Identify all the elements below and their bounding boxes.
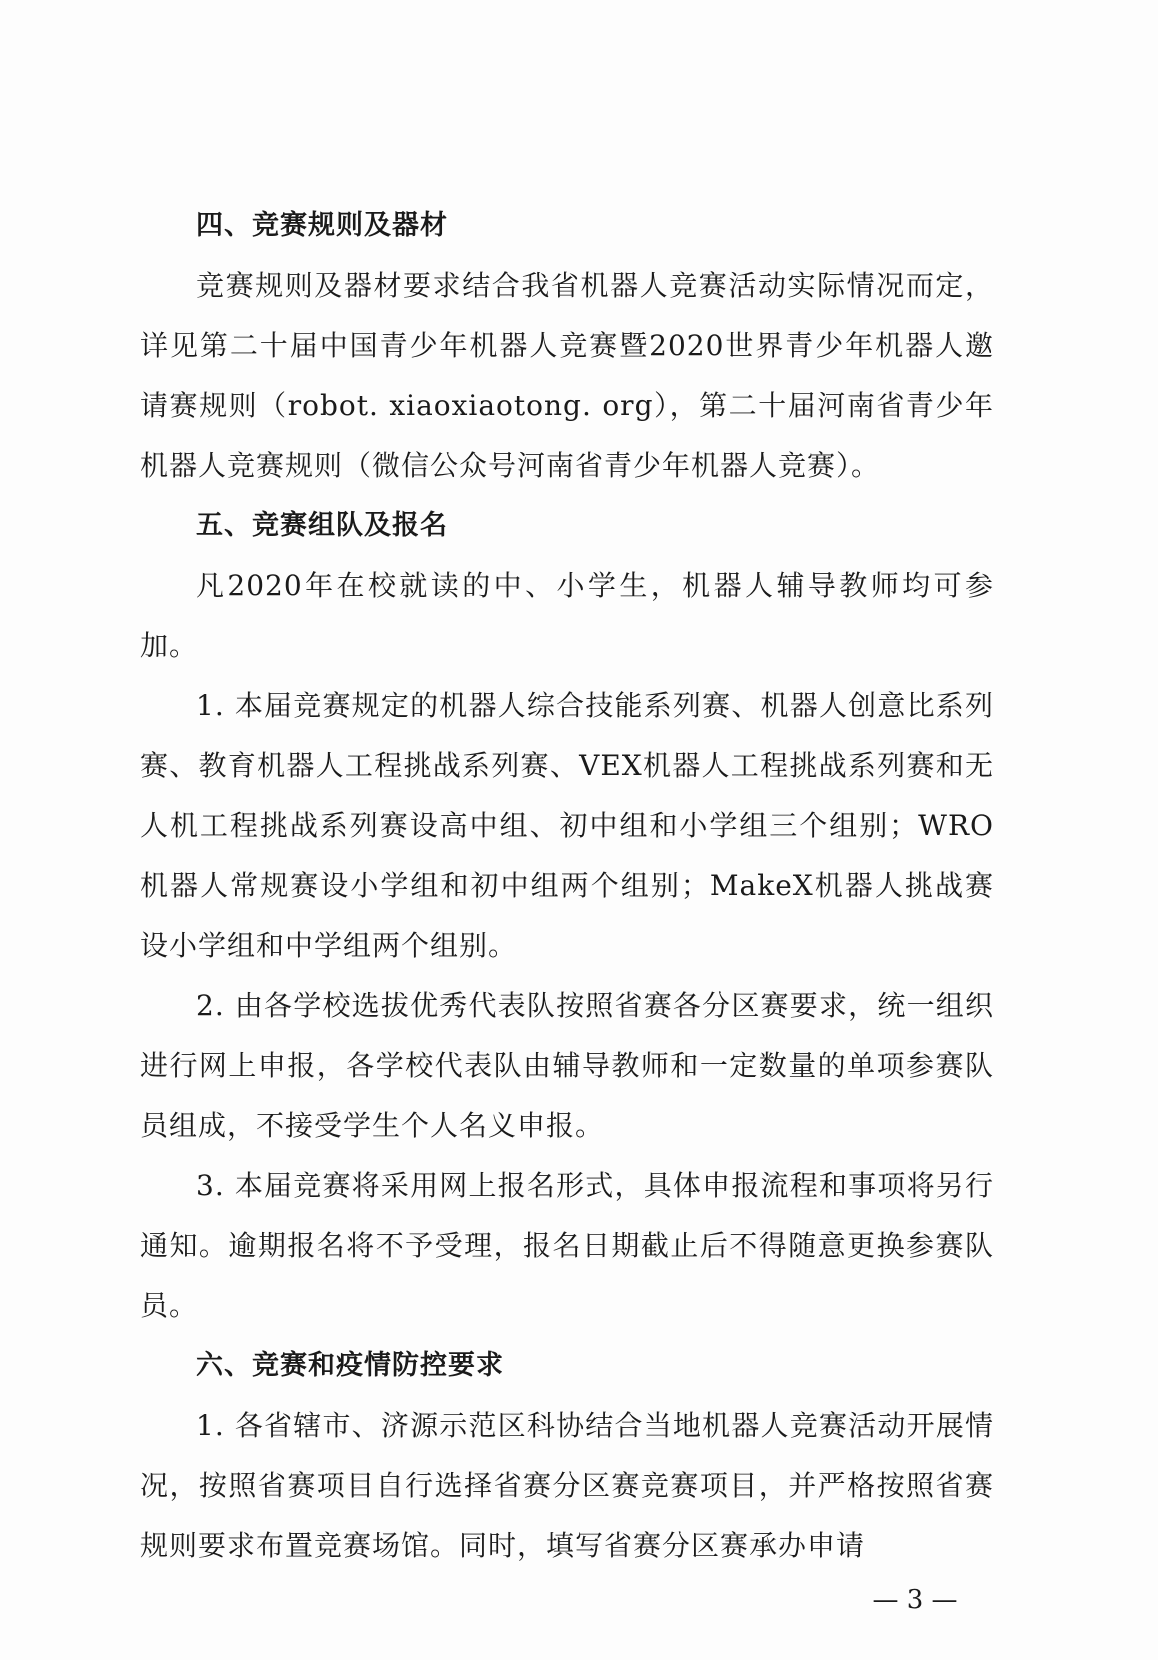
paragraph-eligibility: 凡2020年在校就读的中、小学生，机器人辅导教师均可参加。 <box>140 569 994 662</box>
paragraph-school-teams: 2. 由各学校选拔优秀代表队按照省赛各分区赛要求，统一组织进行网上申报，各学校代表队由辅导教师和一定数量的单项参赛队员组成，不接受学生个人名义申报。 <box>140 989 994 1142</box>
section-heading-registration: 五、竞赛组队及报名 <box>196 510 448 541</box>
paragraph-online-registration: 3. 本届竞赛将采用网上报名形式，具体申报流程和事项将另行通知。逾期报名将不予受理，报名日期截止后不得随意更换参赛队员。 <box>140 1169 994 1322</box>
paragraph-groups: 1. 本届竞赛规定的机器人综合技能系列赛、机器人创意比系列赛、教育机器人工程挑战系列赛、VEX机器人工程挑战系列赛和无人机工程挑战系列赛设高中组、初中组和小学组三个组别；WRO机器人常规赛设小学组和初中组两个组别；MakeX机器人挑战赛设小学组和中学组两个组别。 <box>140 689 994 962</box>
paragraph-rules: 竞赛规则及器材要求结合我省机器人竞赛活动实际情况而定，详见第二十届中国青少年机器人竞赛暨2020世界青少年机器人邀请赛规则（robot. xiaoxiaotong. org），第二十届河南省青少年机器人竞赛规则（微信公众号河南省青少年机器人竞赛）。 <box>140 269 994 482</box>
document-body <box>140 196 994 1576</box>
section-heading-rules: 四、竞赛规则及器材 <box>196 210 448 241</box>
section-heading-epidemic: 六、竞赛和疫情防控要求 <box>196 1350 504 1381</box>
page-number: — 3 — <box>872 1585 958 1615</box>
paragraph-venue-requirements: 1. 各省辖市、济源示范区科协结合当地机器人竞赛活动开展情况，按照省赛项目自行选择省赛分区赛竞赛项目，并严格按照省赛规则要求布置竞赛场馆。同时，填写省赛分区赛承办申请 <box>140 1409 994 1562</box>
